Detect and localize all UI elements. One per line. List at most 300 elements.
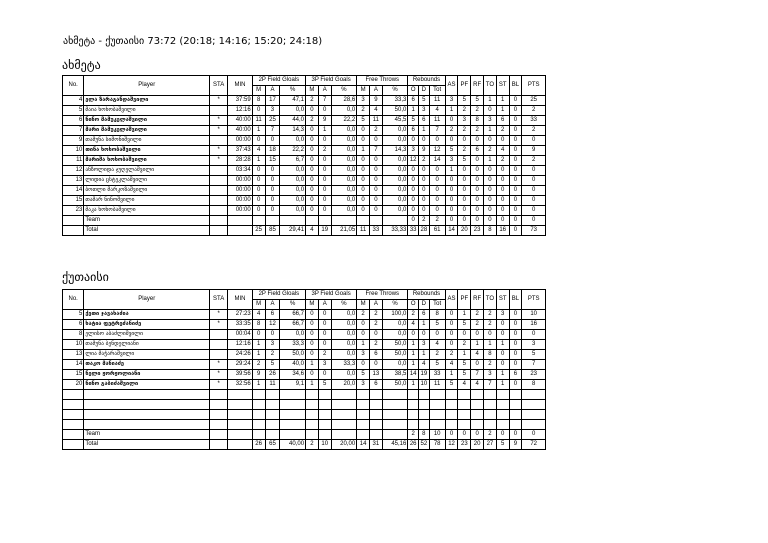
stat-a2: 18 [265,146,280,156]
total-stat-a2: 85 [265,226,280,236]
stat-a2: 0 [265,186,280,196]
stat-m2: 1 [252,340,265,350]
stat-a2: 11 [265,380,280,390]
empty-cell [252,400,265,410]
stat-m3: 2 [306,96,319,106]
stat-st: 0 [496,176,509,186]
stat-af: 2 [369,126,382,136]
col-header-as: AS [445,290,458,310]
stat-pf: 1 [458,310,471,320]
empty-cell [458,420,471,430]
player-number: 13 [63,176,84,186]
stat-as: 0 [445,196,458,206]
total-stat-p2: 40,00 [280,440,306,450]
stat-p2: 0,0 [280,206,306,216]
team-stat-bl: 0 [509,430,522,440]
total-stat-m2: 25 [252,226,265,236]
stat-af: 0 [369,166,382,176]
empty-cell [306,420,319,430]
stat-o: 6 [408,126,419,136]
total-stat-m2: 26 [252,440,265,450]
player-name: თამუნა სიმონიშვილი [84,136,210,146]
stat-rf: 6 [471,146,484,156]
stat-rf: 0 [471,166,484,176]
stat-st: 6 [496,116,509,126]
player-name: მარი მამუკელაშვილი [84,126,210,136]
starter-mark: * [210,370,228,380]
empty-cell [280,390,306,400]
stat-to: 2 [484,146,497,156]
stat-o: 1 [408,350,419,360]
total-stat-p2: 29,41 [280,226,306,236]
stat-af: 6 [369,380,382,390]
empty-cell [484,410,497,420]
stat-p2: 9,1 [280,380,306,390]
stat-m2: 0 [252,196,265,206]
empty-cell [228,440,253,450]
empty-cell [522,410,546,420]
stat-p3: 22,2 [331,116,357,126]
stat-pts: 0 [522,186,546,196]
stat-st: 0 [496,350,509,360]
col-subheader-pct: % [331,86,357,96]
stat-st: 0 [496,206,509,216]
stat-tot: 12 [429,146,445,156]
player-row [63,370,546,380]
player-name: ელისო აბაძლიშვილი [84,330,210,340]
stat-tot: 5 [429,360,445,370]
empty-cell [382,430,408,440]
col-header-ft: Free Throws [357,76,408,86]
total-stat-p3: 21,05 [331,226,357,236]
stat-pts: 0 [522,196,546,206]
stat-pf: 5 [458,360,471,370]
stat-pf: 3 [458,116,471,126]
stat-mf: 2 [357,310,370,320]
player-row [63,350,546,360]
stat-m3: 2 [306,116,319,126]
col-subheader-o: O [408,300,419,310]
minutes: 33:35 [228,320,253,330]
col-header-player: Player [84,76,210,96]
stat-as: 5 [445,146,458,156]
stat-o: 1 [408,360,419,370]
empty-cell [408,400,419,410]
stat-p3: 0,0 [331,126,357,136]
player-number: 6 [63,116,84,126]
team-stat-st: 0 [496,216,509,226]
player-number: 15 [63,370,84,380]
player-name: ლია მაჭარაშვილი [84,350,210,360]
player-name: თინა ხოხობაშვილი [84,146,210,156]
stat-bl: 6 [509,370,522,380]
stat-mf: 0 [357,330,370,340]
starter-mark: * [210,310,228,320]
empty-cell [369,420,382,430]
stat-mf: 3 [357,380,370,390]
col-header-2p: 2P Field Gloals [252,76,305,86]
stat-bl: 0 [509,146,522,156]
stat-p3: 28,6 [331,96,357,106]
empty-cell [252,430,265,440]
stat-to: 0 [484,196,497,206]
player-number: 23 [63,206,84,216]
empty-cell [471,410,484,420]
team-stat-d: 2 [419,216,430,226]
player-number: 9 [63,136,84,146]
empty-cell [265,390,280,400]
empty-cell [382,400,408,410]
stat-af: 9 [369,96,382,106]
stat-pf: 50,0 [382,380,408,390]
stat-bl: 0 [509,196,522,206]
stat-d: 2 [419,156,430,166]
player-name: მაია ხოხობაშვილი [84,106,210,116]
total-stat-p3: 20,00 [331,440,357,450]
stat-mf: 1 [357,146,370,156]
stat-o: 0 [408,206,419,216]
player-number: 14 [63,360,84,370]
stat-m2: 9 [252,370,265,380]
stat-bl: 0 [509,340,522,350]
empty-cell [265,216,280,226]
stat-m3: 0 [306,196,319,206]
stat-pf: 0,0 [382,196,408,206]
stat-st: 0 [496,166,509,176]
stat-mf: 0 [357,196,370,206]
player-name: ქეთი ჯავახაძია [84,310,210,320]
empty-cell [331,410,357,420]
stat-a3: 0 [318,166,331,176]
player-number: 7 [63,126,84,136]
stat-p2: 50,0 [280,350,306,360]
empty-cell [509,390,522,400]
stat-pf: 5 [458,156,471,166]
stat-st: 0 [496,136,509,146]
col-subheader-pct: % [280,86,306,96]
starter-mark: * [210,320,228,330]
empty-cell [210,420,228,430]
empty-cell [210,430,228,440]
empty-cell [445,410,458,420]
stat-a3: 0 [318,310,331,320]
stat-as: 0 [445,320,458,330]
minutes: 40:00 [228,116,253,126]
stat-p2: 66,7 [280,310,306,320]
stat-p2: 0,0 [280,196,306,206]
stat-pts: 7 [522,360,546,370]
stat-pf: 0,0 [382,320,408,330]
stat-pf: 0 [458,166,471,176]
player-row [63,206,546,216]
stat-rf: 2 [471,106,484,116]
col-subheader-a: A [318,300,331,310]
stat-p3: 0,0 [331,176,357,186]
stat-rf: 2 [471,320,484,330]
empty-cell [331,430,357,440]
empty-cell [419,400,430,410]
stat-m2: 1 [252,380,265,390]
stat-pf: 50,0 [382,340,408,350]
stat-bl: 0 [509,186,522,196]
stat-mf: 5 [357,116,370,126]
stat-bl: 0 [509,116,522,126]
player-name: მაკა ხოხობაშვილი [84,206,210,216]
stat-m2: 1 [252,350,265,360]
team-row-label: Team [84,216,210,226]
player-number: 15 [63,196,84,206]
total-stat-as: 12 [445,440,458,450]
empty-cell [210,390,228,400]
col-subheader-pct: % [331,300,357,310]
stat-as: 1 [445,166,458,176]
col-header-no: No. [63,76,84,96]
stat-mf: 0 [357,176,370,186]
empty-cell [419,390,430,400]
empty-cell [63,226,84,236]
stat-p2: 47,1 [280,96,306,106]
stat-pf: 38,5 [382,370,408,380]
total-stat-tot: 78 [429,440,445,450]
minutes: 32:56 [228,380,253,390]
stat-o: 0 [408,136,419,146]
stat-st: 0 [496,360,509,370]
player-number: 20 [63,380,84,390]
stat-p2: 6,7 [280,156,306,166]
empty-cell [280,410,306,420]
total-row-label: Total [84,226,210,236]
stat-bl: 0 [509,96,522,106]
stat-p3: 0,0 [331,156,357,166]
stat-st: 1 [496,96,509,106]
minutes: 37:59 [228,96,253,106]
stat-m3: 0 [306,156,319,166]
stat-bl: 0 [509,360,522,370]
stat-to: 2 [484,360,497,370]
team-stat-as: 0 [445,430,458,440]
empty-cell [382,410,408,420]
empty-cell [84,420,210,430]
team-stat-d: 8 [419,430,430,440]
stat-to: 3 [484,116,497,126]
stat-pts: 2 [522,106,546,116]
stat-mf: 0 [357,166,370,176]
stat-tot: 14 [429,156,445,166]
empty-cell [458,400,471,410]
empty-cell [445,420,458,430]
stat-o: 0 [408,166,419,176]
col-header-2p: 2P Field Gloals [252,290,305,300]
col-subheader-pct: % [382,86,408,96]
stat-d: 0 [419,330,430,340]
stat-p3: 33,3 [331,360,357,370]
minutes: 24:26 [228,350,253,360]
stat-o: 0 [408,330,419,340]
col-header-sta: STA [210,290,228,310]
stat-pts: 33 [522,116,546,126]
col-header-rebounds: Rebounds [408,76,445,86]
team-heading-away: ქუთაისი [62,270,109,284]
empty-cell [357,390,370,400]
stat-st: 1 [496,380,509,390]
stat-pts: 5 [522,350,546,360]
empty-cell [63,216,84,226]
stat-m3: 0 [306,206,319,216]
stat-a2: 0 [265,166,280,176]
player-row [63,176,546,186]
total-stat-to: 8 [484,226,497,236]
total-stat-a3: 19 [318,226,331,236]
stat-pf: 0 [458,186,471,196]
stat-o: 12 [408,156,419,166]
starter-mark [210,166,228,176]
empty-cell [63,400,84,410]
team-row-label: Team [84,430,210,440]
col-subheader-m: M [357,300,370,310]
empty-cell [522,400,546,410]
stat-pf: 2 [458,126,471,136]
stat-pf: 50,0 [382,106,408,116]
stat-as: 0 [445,340,458,350]
stat-p3: 20,0 [331,380,357,390]
stat-mf: 0 [357,206,370,216]
player-row [63,340,546,350]
stat-m2: 8 [252,96,265,106]
stat-rf: 0 [471,156,484,166]
empty-cell [458,410,471,420]
stat-tot: 11 [429,116,445,126]
empty-cell [331,400,357,410]
stat-m3: 0 [306,340,319,350]
stat-mf: 3 [357,350,370,360]
empty-cell [252,390,265,400]
empty-cell [306,390,319,400]
col-header-pts: PTS [522,76,546,96]
stat-mf: 0 [357,156,370,166]
player-number: 14 [63,186,84,196]
stat-a2: 5 [265,360,280,370]
total-stat-o: 26 [408,440,419,450]
total-stat-m3: 2 [306,440,319,450]
player-row [63,166,546,176]
stat-tot: 5 [429,320,445,330]
col-header-ft: Free Throws [357,290,408,300]
stat-a3: 0 [318,320,331,330]
stat-tot: 0 [429,176,445,186]
stat-pts: 3 [522,340,546,350]
starter-mark [210,206,228,216]
empty-cell [357,216,370,226]
minutes: 00:00 [228,186,253,196]
stat-as: 0 [445,136,458,146]
empty-cell [84,400,210,410]
player-number: 11 [63,156,84,166]
total-stat-tot: 61 [429,226,445,236]
minutes: 27:23 [228,310,253,320]
stat-p3: 0,0 [331,206,357,216]
team-stat-rf: 0 [471,430,484,440]
stat-a3: 2 [318,350,331,360]
stat-a2: 0 [265,330,280,340]
minutes: 00:00 [228,176,253,186]
stat-pts: 16 [522,320,546,330]
stat-bl: 0 [509,106,522,116]
total-stat-af: 31 [369,440,382,450]
stat-d: 1 [419,126,430,136]
player-row [63,136,546,146]
stat-to: 3 [484,370,497,380]
stat-a3: 0 [318,196,331,206]
stat-to: 2 [484,320,497,330]
team-stat-pts: 0 [522,216,546,226]
stat-d: 5 [419,96,430,106]
stat-af: 4 [369,106,382,116]
stat-m2: 0 [252,166,265,176]
stat-a3: 0 [318,186,331,196]
empty-cell [331,420,357,430]
col-header-st: ST [496,290,509,310]
stat-pts: 2 [522,126,546,136]
starter-mark [210,330,228,340]
stat-rf: 0 [471,360,484,370]
stat-af: 0 [369,330,382,340]
stat-rf: 5 [471,96,484,106]
stat-pf: 0,0 [382,176,408,186]
stat-o: 0 [408,186,419,196]
player-row [63,126,546,136]
player-row [63,106,546,116]
empty-cell [210,440,228,450]
stat-p2: 40,0 [280,360,306,370]
empty-cell [471,400,484,410]
stat-p2: 22,2 [280,146,306,156]
stat-rf: 0 [471,196,484,206]
col-header-pf: PF [458,76,471,96]
stat-a2: 0 [265,206,280,216]
stat-a3: 0 [318,106,331,116]
stat-pts: 0 [522,166,546,176]
player-row [63,320,546,330]
player-number: 10 [63,340,84,350]
stat-to: 1 [484,126,497,136]
stat-pf: 0,0 [382,186,408,196]
stat-tot: 0 [429,196,445,206]
player-row [63,310,546,320]
total-stat-pf: 20 [458,226,471,236]
stat-pf: 2 [458,146,471,156]
col-subheader-tot: Tot [429,300,445,310]
empty-cell [84,390,210,400]
player-number: 13 [63,350,84,360]
stat-rf: 4 [471,350,484,360]
stat-m3: 0 [306,186,319,196]
stat-a3: 7 [318,96,331,106]
stat-m2: 0 [252,206,265,216]
team-stat-o: 0 [408,216,419,226]
col-header-min: MIN [228,290,253,310]
total-stat-st: 5 [496,440,509,450]
stat-d: 0 [419,176,430,186]
stat-m3: 0 [306,126,319,136]
stat-tot: 0 [429,330,445,340]
stat-mf: 3 [357,96,370,106]
stat-a2: 0 [265,176,280,186]
stat-bl: 0 [509,330,522,340]
col-subheader-pct: % [280,300,306,310]
stat-m2: 1 [252,126,265,136]
stat-p3: 0,0 [331,330,357,340]
stat-a2: 26 [265,370,280,380]
